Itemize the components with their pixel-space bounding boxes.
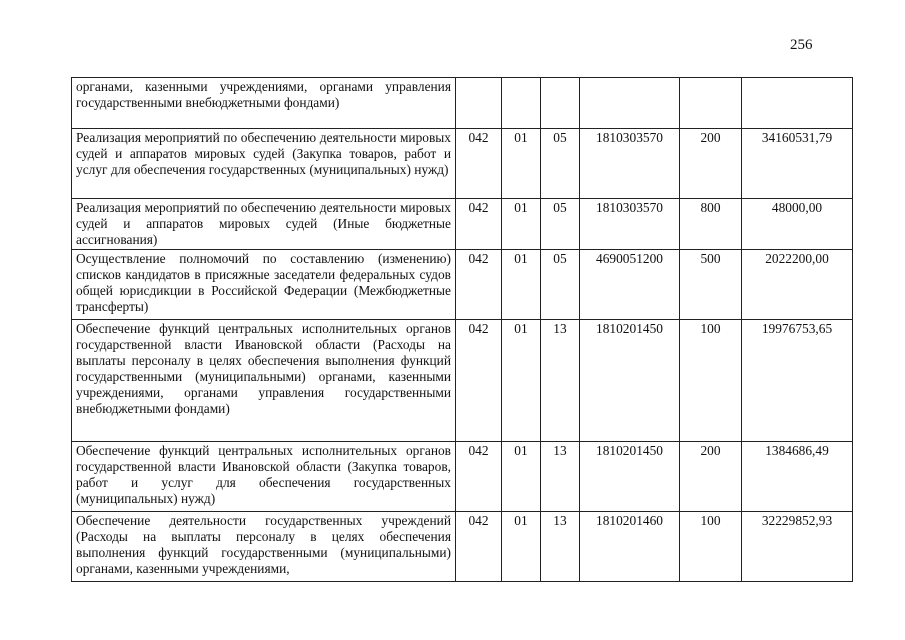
page-number: 256 xyxy=(790,37,813,53)
row-name-cell: Обеспечение деятельности государственных учреждений (Расходы на выплаты персоналу в целях обеспечения выполнения функций государственными (муниципальными) органами, казенными учреждениями, xyxy=(72,512,456,582)
target-item-cell: 1810303570 xyxy=(580,199,680,250)
ministry-code-cell xyxy=(456,78,502,129)
expense-type-cell: 200 xyxy=(680,129,742,199)
subsection-code-cell: 13 xyxy=(541,512,580,582)
amount-cell: 32229852,93 xyxy=(742,512,853,582)
section-code-cell: 01 xyxy=(502,442,541,512)
expense-type-cell: 100 xyxy=(680,320,742,442)
expense-type-cell: 200 xyxy=(680,442,742,512)
target-item-cell: 1810201450 xyxy=(580,320,680,442)
expense-type-cell: 500 xyxy=(680,250,742,320)
expense-type-cell xyxy=(680,78,742,129)
target-item-cell: 1810201460 xyxy=(580,512,680,582)
subsection-code-cell: 05 xyxy=(541,250,580,320)
expense-type-cell: 100 xyxy=(680,512,742,582)
amount-cell: 34160531,79 xyxy=(742,129,853,199)
amount-cell: 1384686,49 xyxy=(742,442,853,512)
section-code-cell: 01 xyxy=(502,250,541,320)
amount-cell: 48000,00 xyxy=(742,199,853,250)
section-code-cell: 01 xyxy=(502,320,541,442)
table-row xyxy=(72,199,853,250)
target-item-cell xyxy=(580,78,680,129)
budget-table xyxy=(71,77,853,582)
table-row xyxy=(72,512,853,582)
table-row xyxy=(72,250,853,320)
section-code-cell: 01 xyxy=(502,129,541,199)
ministry-code-cell: 042 xyxy=(456,320,502,442)
row-name-cell: Обеспечение функций центральных исполнительных органов государственной власти Ивановской области (Закупка товаров, работ и услуг для обеспечения государственных (муниципальных) нужд) xyxy=(72,442,456,512)
amount-cell: 2022200,00 xyxy=(742,250,853,320)
target-item-cell: 4690051200 xyxy=(580,250,680,320)
ministry-code-cell: 042 xyxy=(456,442,502,512)
ministry-code-cell: 042 xyxy=(456,199,502,250)
section-code-cell xyxy=(502,78,541,129)
row-name-cell: Осуществление полномочий по составлению (изменению) списков кандидатов в присяжные заседатели федеральных судов общей юрисдикции в Российской Федерации (Межбюджетные трансферты) xyxy=(72,250,456,320)
table-row xyxy=(72,129,853,199)
target-item-cell: 1810303570 xyxy=(580,129,680,199)
section-code-cell: 01 xyxy=(502,199,541,250)
section-code-cell: 01 xyxy=(502,512,541,582)
expense-type-cell: 800 xyxy=(680,199,742,250)
subsection-code-cell: 05 xyxy=(541,199,580,250)
amount-cell: 19976753,65 xyxy=(742,320,853,442)
ministry-code-cell: 042 xyxy=(456,129,502,199)
row-name-cell: Обеспечение функций центральных исполнительных органов государственной власти Ивановской области (Расходы на выплаты персоналу в целях обеспечения выполнения функций государственными (муниципальными) органами, казенными учреждениями, органами управления государственными внебюджетными фондами) xyxy=(72,320,456,442)
table-row xyxy=(72,78,853,129)
table-row xyxy=(72,320,853,442)
row-name-cell: органами, казенными учреждениями, органами управления государственными внебюджетными фондами) xyxy=(72,78,456,129)
subsection-code-cell xyxy=(541,78,580,129)
subsection-code-cell: 13 xyxy=(541,320,580,442)
table-body xyxy=(72,78,853,582)
table-row xyxy=(72,442,853,512)
target-item-cell: 1810201450 xyxy=(580,442,680,512)
ministry-code-cell: 042 xyxy=(456,512,502,582)
row-name-cell: Реализация мероприятий по обеспечению деятельности мировых судей и аппаратов мировых судей (Закупка товаров, работ и услуг для обеспечения государственных (муниципальных) нужд) xyxy=(72,129,456,199)
row-name-cell: Реализация мероприятий по обеспечению деятельности мировых судей и аппаратов мировых судей (Иные бюджетные ассигнования) xyxy=(72,199,456,250)
ministry-code-cell: 042 xyxy=(456,250,502,320)
subsection-code-cell: 05 xyxy=(541,129,580,199)
subsection-code-cell: 13 xyxy=(541,442,580,512)
amount-cell xyxy=(742,78,853,129)
